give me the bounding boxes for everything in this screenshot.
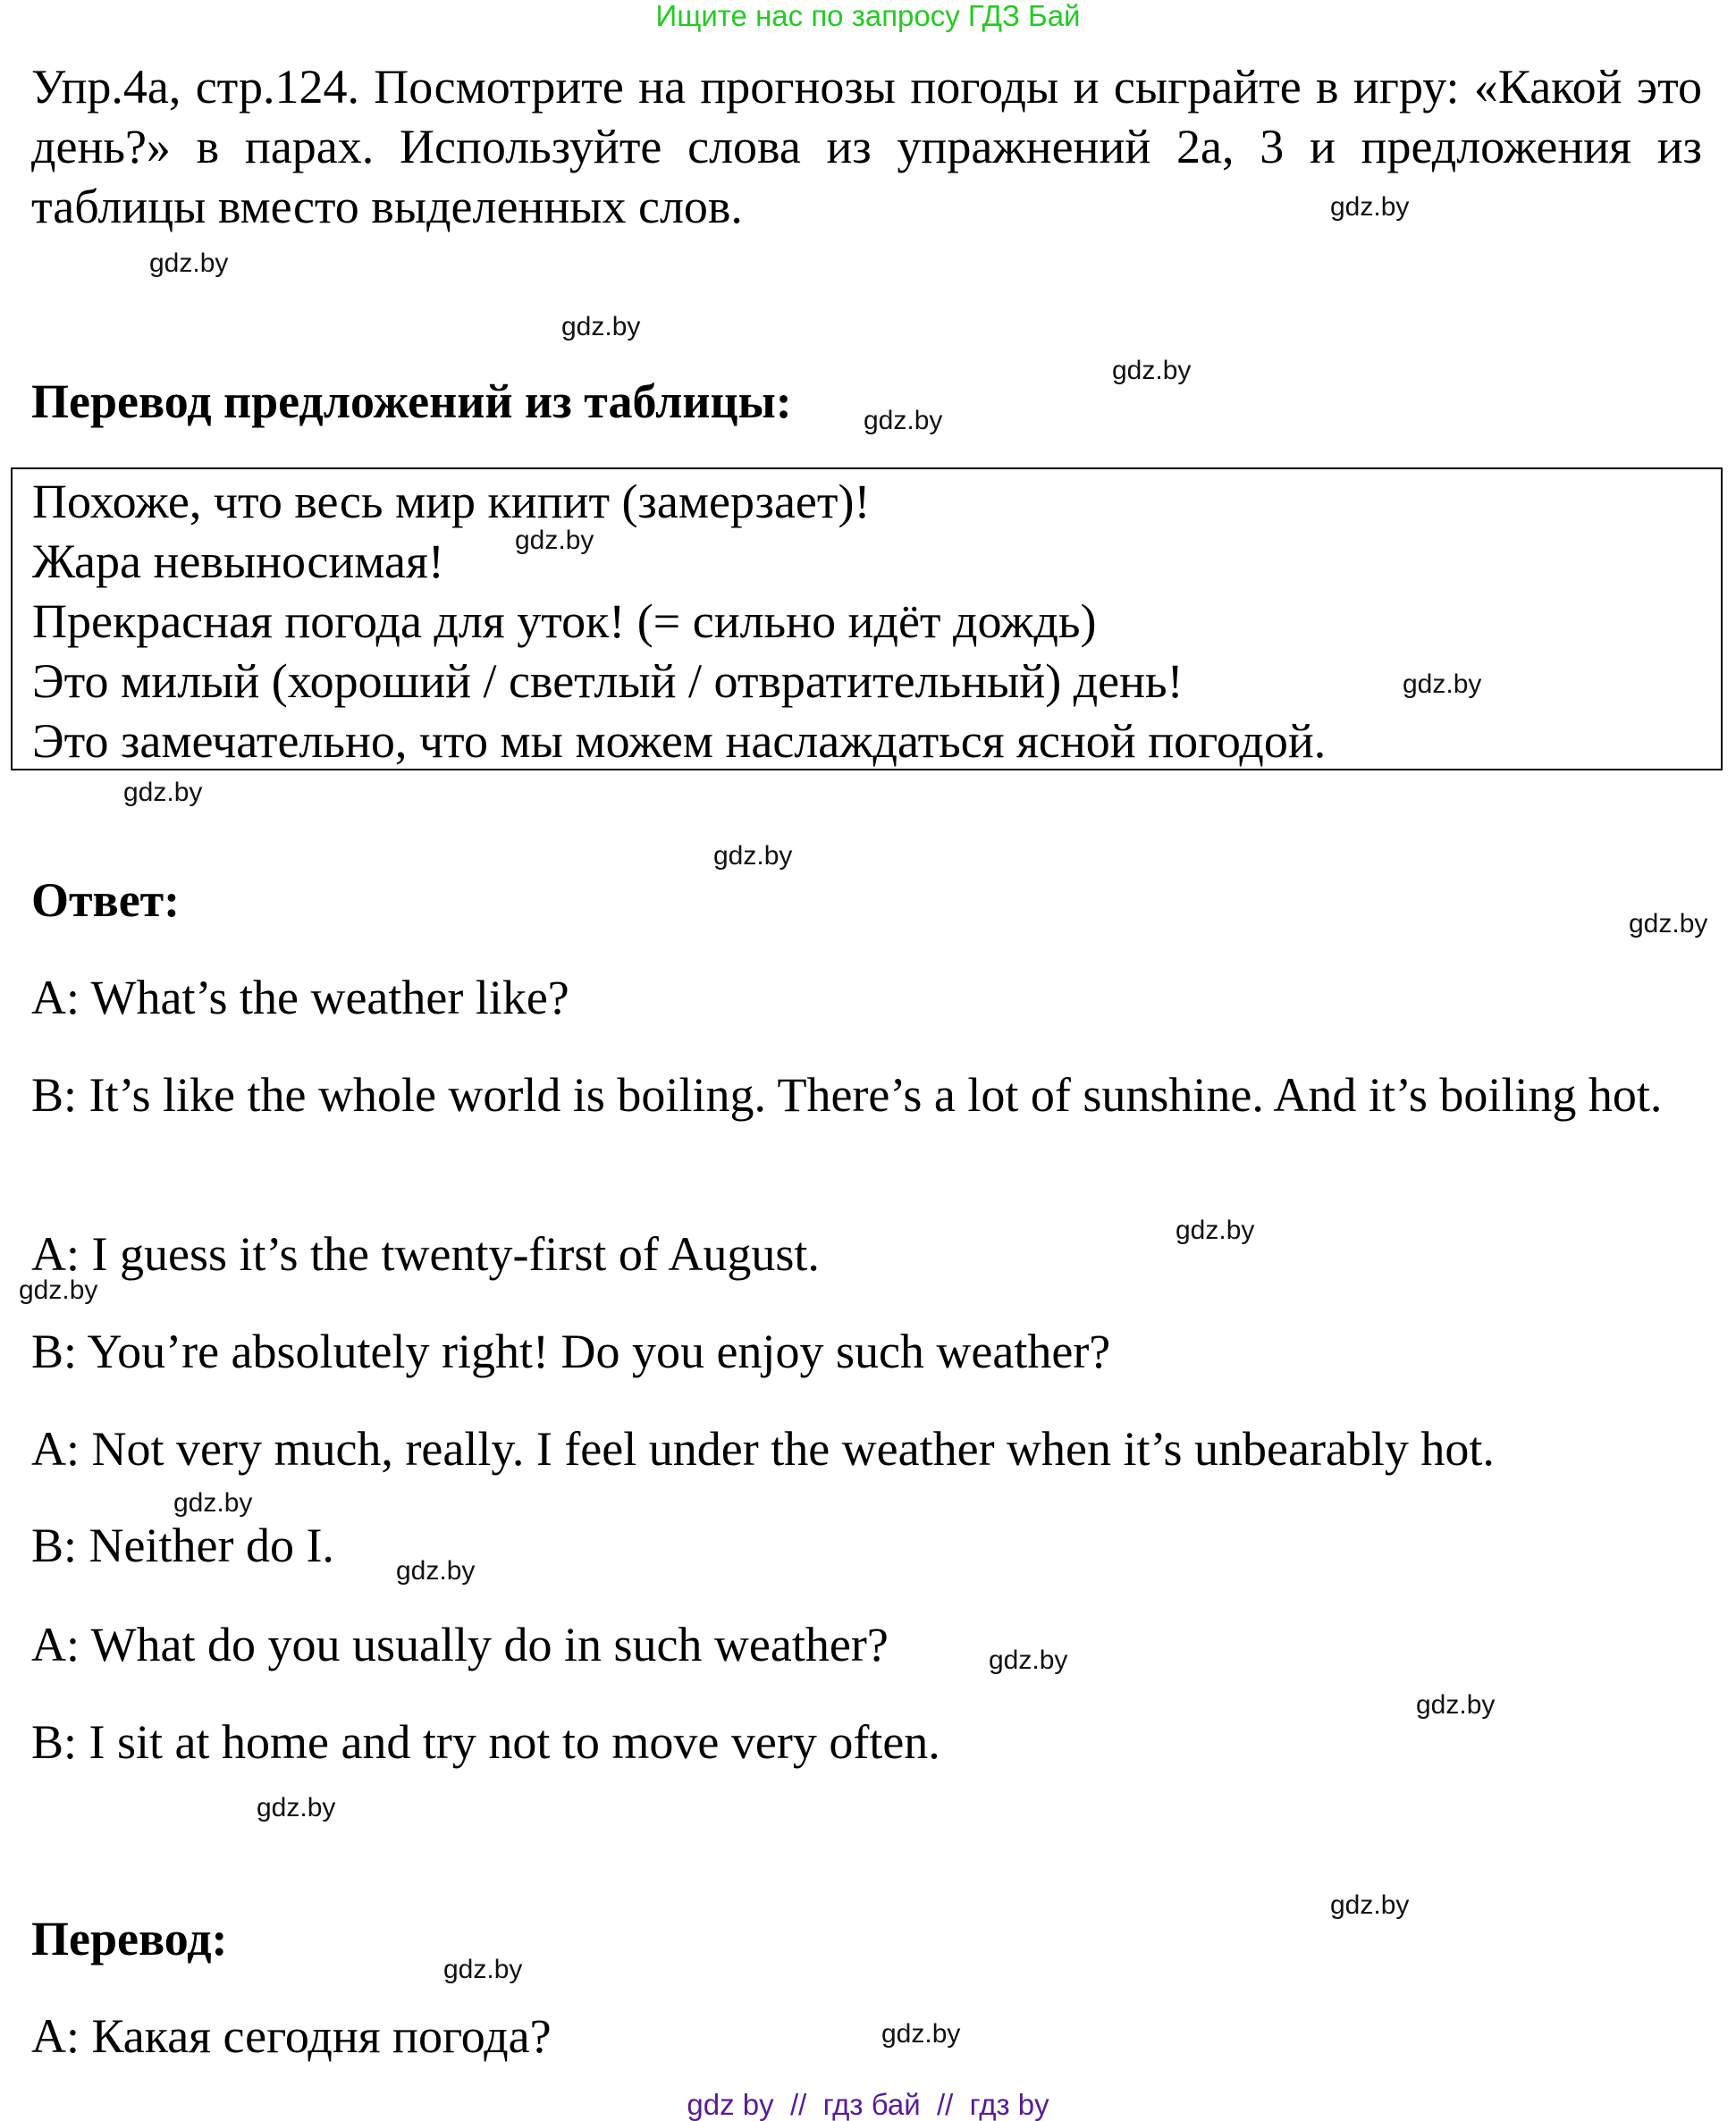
watermark: gdz.by: [881, 2019, 961, 2049]
watermark: gdz.by: [1176, 1216, 1255, 1245]
search-banner: Ищите нас по запросу ГДЗ Бай: [655, 0, 1081, 32]
task-text: Упр.4а, стр.124. Посмотрите на прогнозы погоды и сыграйте в игру: «Какой это день?» в парах. Используйте слова из упражнений 2а, 3 и предложения из таблицы вместо выделенных слов.: [31, 60, 1702, 233]
dialogue-line: B: Neither do I.: [31, 1519, 334, 1572]
watermark: gdz.by: [19, 1275, 98, 1305]
table-line: Это замечательно, что мы можем наслаждаться ясной погодой.: [32, 714, 1327, 768]
watermark: gdz.by: [864, 406, 943, 435]
watermark: gdz.by: [1629, 909, 1708, 938]
watermark: gdz.by: [561, 312, 641, 341]
watermark: gdz.by: [443, 1955, 523, 1984]
dialogue-line: A: What’s the weather like?: [31, 971, 569, 1024]
watermark: gdz.by: [123, 778, 203, 807]
translation-heading: Перевод:: [31, 1912, 228, 1965]
watermark: gdz.by: [1416, 1690, 1496, 1720]
watermark: gdz.by: [515, 526, 594, 555]
dialogue-line: A: What do you usually do in such weather?: [31, 1618, 889, 1671]
answer-heading: Ответ:: [31, 873, 181, 927]
watermark: gdz.by: [1330, 1890, 1410, 1920]
table-heading: Перевод предложений из таблицы:: [31, 375, 792, 428]
watermark: gdz.by: [1403, 669, 1482, 699]
dialogue-line: B: I sit at home and try not to move very often.: [31, 1715, 940, 1769]
translation-line: А: Какая сегодня погода?: [31, 2009, 552, 2063]
table-line: Прекрасная погода для уток! (= сильно идёт дождь): [32, 594, 1097, 648]
table-line: Это милый (хороший / светлый / отвратительный) день!: [32, 654, 1184, 708]
phrases-table: [11, 467, 1723, 770]
watermark: gdz.by: [1330, 192, 1410, 222]
watermark: gdz.by: [173, 1488, 253, 1518]
watermark: gdz.by: [396, 1556, 476, 1586]
watermark: gdz.by: [1112, 356, 1192, 385]
watermark: gdz.by: [149, 248, 229, 278]
dialogue-line: A: I guess it’s the twenty-first of August.: [31, 1227, 820, 1281]
watermark: gdz.by: [257, 1793, 336, 1822]
watermark: gdz.by: [989, 1645, 1068, 1675]
table-line: Жара невыносимая!: [32, 534, 444, 588]
dialogue-line: B: You’re absolutely right! Do you enjoy such weather?: [31, 1325, 1111, 1378]
table-line: Похоже, что весь мир кипит (замерзает)!: [32, 475, 871, 528]
dialogue-line: B: It’s like the whole world is boiling. There’s a lot of sunshine. And it’s boiling hot.: [31, 1068, 1663, 1122]
footer-links[interactable]: gdz by // гдз бай // гдз by: [687, 2088, 1049, 2121]
watermark: gdz.by: [713, 841, 793, 871]
dialogue-line: A: Not very much, really. I feel under the weather when it’s unbearably hot.: [31, 1422, 1495, 1476]
